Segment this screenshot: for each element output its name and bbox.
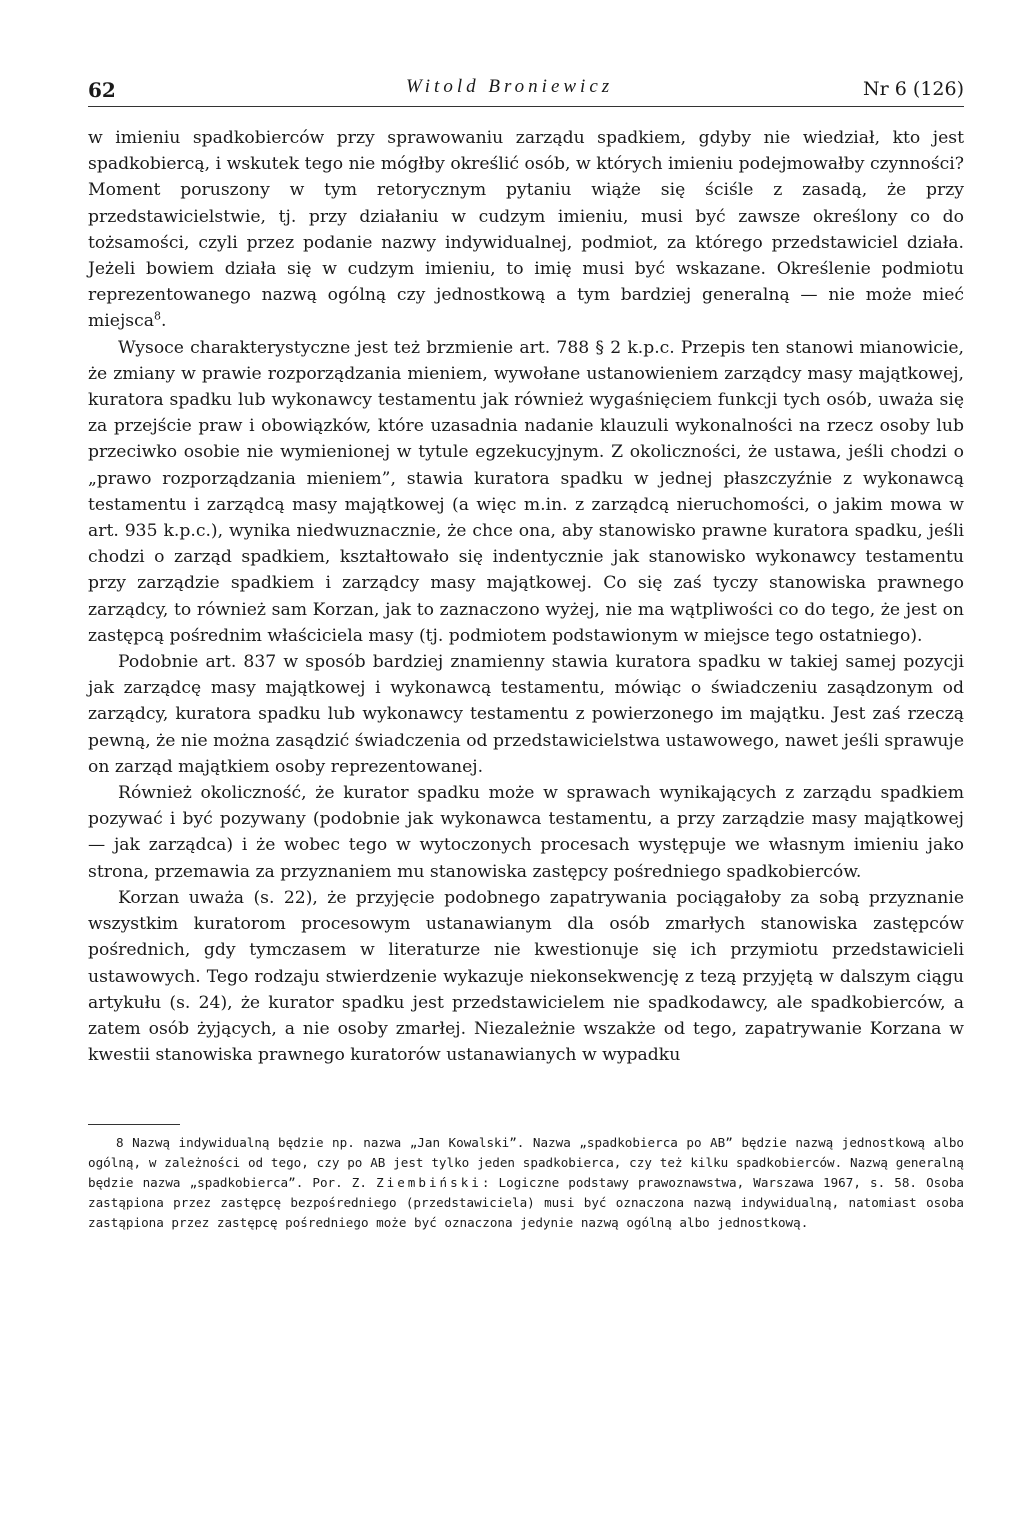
paragraph: Wysoce charakterystyczne jest też brzmienie art. 788 § 2 k.p.c. Przepis ten stanowi mianowicie, że zmiany w prawie rozporządzania mieniem, wywołane ustanowieniem zarządcy masy majątkowej, kuratora spadku lub wykonawcy testamentu jak również wygaśnięciem funkcji tych osób, uważa się za przejście praw i obowiązków, które uzasadnia nadanie klauzuli wykonalności na rzecz osoby lub przeciwko osobie nie wymienionej w tytule egzekucyjnym. Z okoliczności, że ustawa, jeśli chodzi o „prawo rozporządzania mieniem”, stawia kuratora spadku w jednej płaszczyźnie z wykonawcą testamentu i zarządcą masy majątkowej (a więc m.in. z zarządcą nieruchomości, o jakim mowa w art. 935 k.p.c.), wynika niedwuznacznie, że chce ona, aby stanowisko prawne kuratora spadku, jeśli chodzi o zarząd spadkiem, kształtowało się indentycznie jak stanowisko wykonawcy testamentu przy zarządzie spadkiem i zarządcy masy majątkowej. Co się zaś tyczy stanowiska prawnego zarządcy, to również sam Korzan, jak to zaznaczono wyżej, nie ma wątpliwości co do tego, że jest on zastępcą pośrednim właściciela masy (tj. podmiotem podstawionym w miejsce tego ostatniego). <box>88 337 964 646</box>
running-header-author: Witold Broniewicz <box>406 76 614 97</box>
paragraph: Korzan uważa (s. 22), że przyjęcie podobnego zapatrywania pociągałoby za sobą przyznanie wszystkim kuratorom procesowym ustanawianym dla osób zmarłych stanowiska zastępców pośrednich, gdy tymczasem w literaturze nie kwestionuje się ich przymiotu przedstawicieli ustawowych. Tego rodzaju stwierdzenie wykazuje niekonsekwencję z tezą przyjętą w dalszym ciągu artykułu (s. 24), że kurator spadku jest przedstawicielem nie spadkodawcy, ale spadkobierców, a zatem osób żyjących, a nie osoby zmarłej. Niezależnie wszakże od tego, zapatrywanie Korzana w kwestii stanowiska prawnego kuratorów ustanawianych w wypadku <box>88 887 964 1066</box>
running-header <box>88 60 964 107</box>
paragraph <box>88 125 964 335</box>
page-number: 62 <box>88 78 116 102</box>
footnote-divider <box>88 1124 180 1125</box>
issue-number: Nr 6 (126) <box>863 78 964 100</box>
paragraph: Podobnie art. 837 w sposób bardziej znamienny stawia kuratora spadku w takiej samej pozycji jak zarządcę masy majątkowej i wykonawcą testamentu, mówiąc o świadczeniu zasądzonym od zarządcy, kuratora spadku lub wykonawcy testamentu z powierzonego im majątku. Jest zaś rzeczą pewną, że nie można zasądzić świadczenia od przedstawicielstwa ustawowego, nawet jeśli sprawuje on zarząd majątkiem osoby reprezentowanej. <box>88 652 964 777</box>
paragraph-text: w imieniu spadkobierców przy sprawowaniu zarządu spadkiem, gdyby nie wiedział, kto jest spadkobiercą, i wskutek tego nie mógłby określić osób, w których imieniu podejmowałby czynności? Moment poruszony w tym retorycznym pytaniu wiąże się ściśle z zasadą, że przy przedstawicielstwie, tj. przy działaniu w cudzym imieniu, musi być zawsze określony co do tożsamości, czyli przez podanie nazwy indywidualnej, podmiot, za którego przedstawiciel działa. Jeżeli bowiem działa się w cudzym imieniu, to imię musi być wskazane. Określenie podmiotu reprezentowanego nazwą ogólną czy jednostkową a tym bardziej generalną — nie może mieć miejsca <box>88 128 964 332</box>
footnote-reference[interactable]: 8 <box>154 309 161 323</box>
footnote-cited-author: Ziembiński <box>376 1174 482 1190</box>
footnote-text-continued: : Logiczne podstawy prawoznawstwa, Warszawa 1967, s. 58. Osoba zastąpiona przez zastępcę bezpośredniego (przedstawiciela) musi być oznaczona nazwą indywidualną, natomiast osoba zastąpiona przez zastępcę pośredniego może być oznaczona jedynie nazwą ogólną albo jednostkową. <box>88 1174 964 1230</box>
paragraph: Również okoliczność, że kurator spadku może w sprawach wynikających z zarządu spadkiem pozywać i być pozywany (podobnie jak wykonawca testamentu, a przy zarządzie masy majątkowej — jak zarządca) i że wobec tego w wytoczonych procesach występuje we własnym imieniu jako strona, przemawia za przyznaniem mu stanowiska zastępcy pośredniego spadkobierców. <box>88 783 964 882</box>
paragraph-end: . <box>161 311 167 332</box>
footnote-text: Nazwą indywidualną będzie np. nazwa „Jan Kowalski”. Nazwa „spadkobierca po AB” będzie nazwą jednostkową albo ogólną, w zależności od tego, czy po AB jest tylko jeden spadkobierca, czy też kilku spadkobierców. Nazwą generalną będzie nazwa „spadkobierca”. Por. Z. <box>88 1135 964 1190</box>
document-page <box>88 60 964 1232</box>
footnote <box>88 1133 964 1232</box>
footnote-number: 8 <box>116 1135 124 1151</box>
body-text <box>88 125 964 1068</box>
